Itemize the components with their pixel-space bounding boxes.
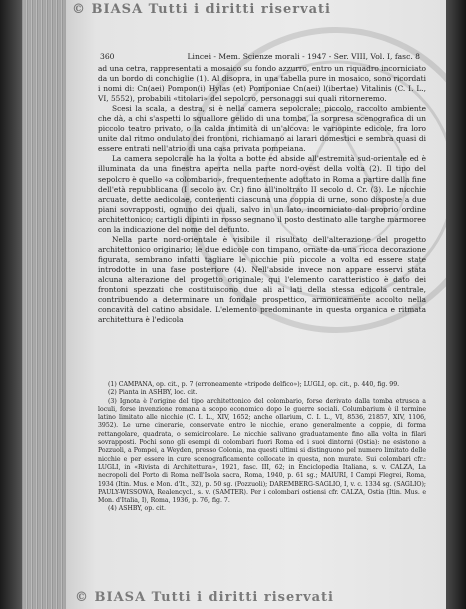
main-text <box>98 64 426 325</box>
paragraph: Nella parte nord-orientale è visibile il risultato dell'alterazione del progetto architettonico originario; le due edicole con timpano, ornate da una ricca decorazione figurata, sembrano infatti tagliare le nicchie più piccole a volta ed essere state introdotte in una fase posteriore (4). Nell'abside invece non appare esservi stata alcuna alterazione del progetto originale; qui l'elemento caratteristico è dato dei frontoni spezzati che costituiscono due ali ai lati della stessa edicola centrale, contribuendo a determinare un fondale prospettico, armonicamente accolto nella concavità del catino absidale. L'elemento predominante in questa organica e ritmata architettura è l'edicola <box>98 234 426 325</box>
right-shadow <box>446 0 466 609</box>
copyright-stamp-top: © BIASA Tutti i diritti riservati <box>72 2 331 17</box>
footnote: (3) Ignota è l'origine del tipo architettonico del colombario, forse derivato dalla tomba etrusca a loculi, forse invenzione romana a scopo economico dopo le guerre sociali. Columbarium è il termine latino limitato alle nicchie (C. I. L., XIV, 1652; anche ollarium, C. I. L., VI, 8536, 21857, XIV, 1106, 3952). Le urne cinerarie, conservate entro le nicchie, erano generalmente a coppie, di forma rettangolare, quadrata, o semicircolare. Le nicchie salivano graduatamente fino alla volta in filari sovrapposti. Pochi sono gli esempi di colombari fuori Roma ed i suoi dintorni (Ostia): ne esistono a Pozzuoli, a Pompei, a Weyden, presso Colonia, ma questi ultimi si distinguono pel numero limitato delle nicchie e per essere in cure scenograficamente collocate in questa, non murate. Sui colombari cfr.: LUGLI, in «Rivista di Architettura», 1921, fasc. III, 62; in Enciclopedia Italiana, s. v. CALZA, La necropoli del Porto di Roma nell'Isola sacra, Roma, 1940, p. 61 sg.; MAIURI, I Campi Flegrei, Roma, 1934 (Itin. Mus. e Mon. d'It., 32), p. 50 sg. (Pozzuoli); DAREMBERG-SAGLIO, I, v. c. 1334 sg. (SAGLIO); PAULY-WISSOWA, Realencycl., s. v. (SAMTER). Per i colombari ostiensi cfr. CALZA, Ostia (Itin. Mus. e Mon. d'Italia, I), Roma, 1936, p. 76, fig. 7. <box>98 397 426 505</box>
paragraph: La camera sepolcrale ha la volta a botte ed abside all'estremità sud-orientale ed è illuminata da una finestra aperta nella parte nord-ovest della volta (2). Il tipo del sepolcro è quello «a colombario», frequentemente adottato in Roma a partire dalla fine dell'età repubblicana (I secolo av. Cr.) fino all'inoltrato II secolo d. Cr. (3). Le nicchie arcuate, dette aedicolae, contenenti ciascuna una coppia di urne, sono disposte a due piani sovrapposti, ognuno dei quali, salvo in un lato, incorniciato dal proprio ordine architettonico; cartigli dipinti in rosso segnano il posto destinato alle targhe marmoree con la indicazione del nome del defunto. <box>98 154 426 234</box>
page-edges <box>22 0 70 609</box>
copyright-stamp-bottom: © BIASA Tutti i diritti riservati <box>75 590 334 605</box>
paragraph: Scesi la scala, a destra, si è nella camera sepolcrale: piccolo, raccolto ambiente che dà, a chi s'aspetti lo squallore gelido di una tomba, la sorpresa scenografica di un piccolo teatro privato, o la calda intimità di un'alcova: le variopinte edicole, fra loro unite dal ritmo ondulato dei frontoni, richiamano ai larari domestici e sembra quasi di essere entrati nell'atrio di una casa privata pompeiana. <box>98 104 426 154</box>
footnote: (4) ASHBY, op. cit. <box>108 505 167 513</box>
footnote: (2) Pianta in ASHBY, loc. cit. <box>108 389 198 397</box>
running-header <box>100 52 420 61</box>
book-binding <box>0 0 22 609</box>
footnotes <box>98 381 426 514</box>
page-number: 360 <box>100 52 115 61</box>
running-title: Lincei - Mem. Scienze morali - 1947 - Ser. VIII, Vol. I, fasc. 8 <box>187 52 420 61</box>
paragraph: ad una cetra, rappresentati a mosaico su fondo azzurro, entro un riquadro incorniciato da un bordo di conchiglie (1). Al disopra, in una tabella pure in mosaico, sono ricordati i nomi di: Cn(aei) Pompon(i) Hylas (et) Pomponiae Cn(aei) l(ibertae) Vitalinis (C. I. L., VI, 5552), probabili «titolari» del sepolcro, personaggi sui quali ritorneremo. <box>98 64 426 104</box>
footnote: (1) CAMPANA, op. cit., p. 7 (erroneamente «tripode delfico»); LUGLI, op. cit., p. 440, fig. 99. <box>108 381 400 388</box>
